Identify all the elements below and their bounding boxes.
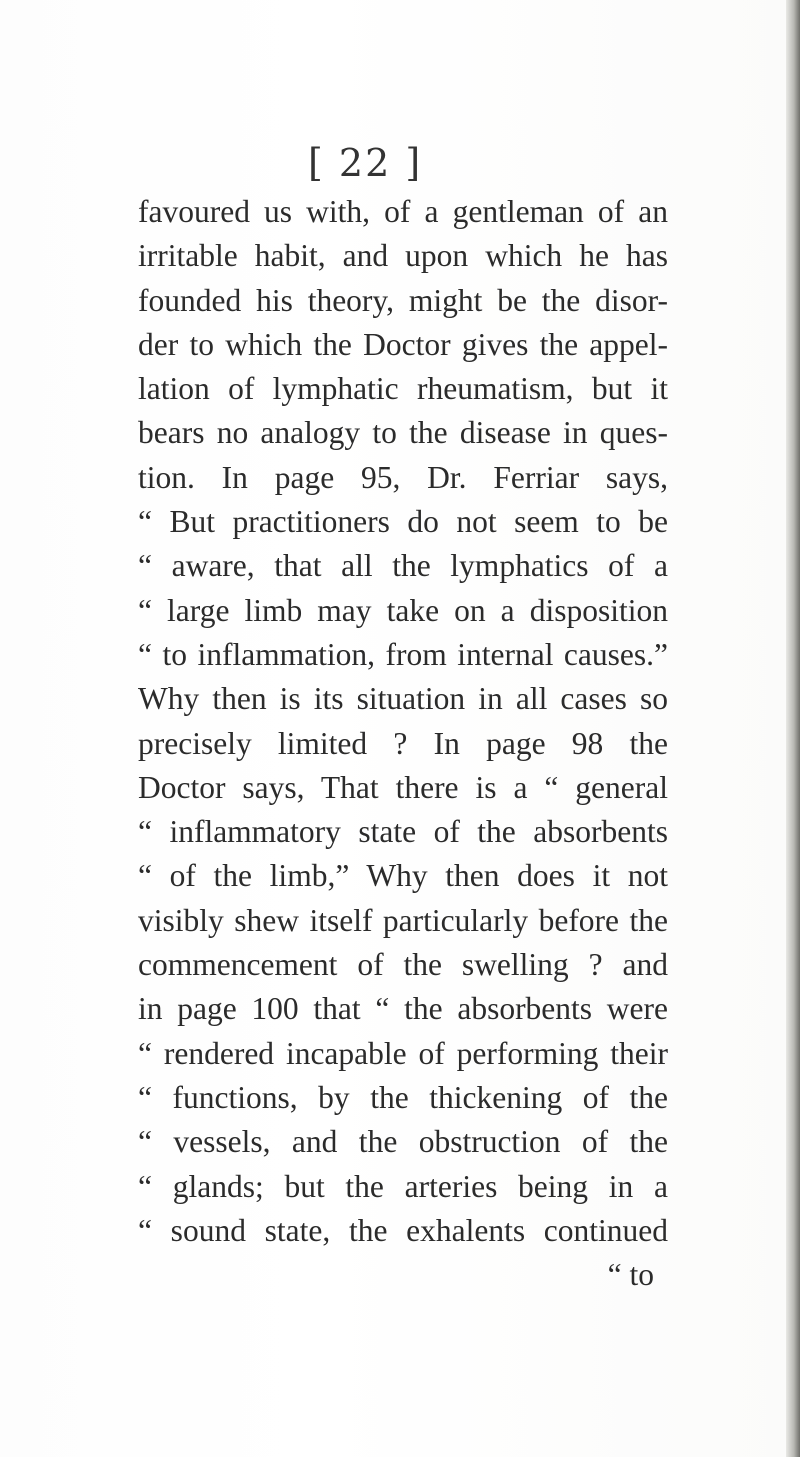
text-line: “ inflammatory state of the absorbents [138, 814, 668, 850]
text-line: Why then is its situation in all cases so [138, 681, 668, 717]
text-line: irritable habit, and upon which he has [138, 238, 668, 274]
text-line: “ aware, that all the lymphatics of a [138, 548, 668, 584]
text-line: “ large limb may take on a disposition [138, 592, 668, 628]
text-line: commencement of the swelling ? and [138, 947, 668, 983]
text-line: “ rendered incapable of performing their [138, 1035, 668, 1071]
text-line: founded his theory, might be the disor- [138, 282, 668, 318]
text-line: favoured us with, of a gentleman of an [138, 194, 668, 229]
text-line: “ to inflammation, from internal causes.” [138, 636, 668, 672]
text-line: “ of the limb,” Why then does it not [138, 858, 668, 894]
page-edge-shadow [786, 0, 800, 1457]
text-line: “ glands; but the arteries being in a [138, 1168, 668, 1204]
text-line: tion. In page 95, Dr. Ferriar says, [138, 459, 668, 495]
catchword: “ to [607, 1257, 654, 1293]
text-line: Doctor says, That there is a “ general [138, 769, 668, 805]
text-line: in page 100 that “ the absorbents were [138, 991, 668, 1027]
text-line: precisely limited ? In page 98 the [138, 725, 668, 761]
text-line: “ But practitioners do not seem to be [138, 504, 668, 540]
text-line: “ vessels, and the obstruction of the [138, 1124, 668, 1160]
text-line: visibly shew itself particularly before the [138, 902, 668, 938]
page-number-header: [ 22 ] [308, 141, 423, 185]
body-text [138, 190, 668, 1297]
text-line: “ sound state, the exhalents continued [138, 1212, 668, 1248]
text-line: bears no analogy to the disease in ques- [138, 415, 668, 451]
text-line: lation of lymphatic rheumatism, but it [138, 371, 668, 407]
text-line: “ functions, by the thickening of the [138, 1079, 668, 1115]
text-line: der to which the Doctor gives the appel- [138, 326, 668, 362]
